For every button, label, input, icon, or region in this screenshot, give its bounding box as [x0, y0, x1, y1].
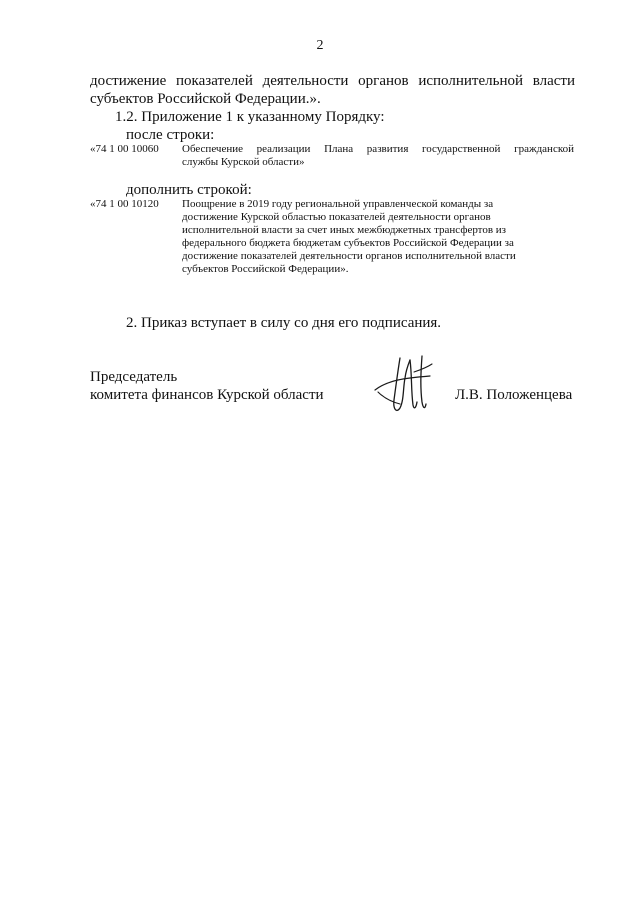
- signer-name: Л.В. Положенцева: [455, 387, 573, 403]
- new-row-desc-line: федерального бюджета бюджетам субъектов Российской Федерации за: [182, 237, 514, 249]
- item-2-text: 2. Приказ вступает в силу со дня его подписания.: [126, 315, 442, 331]
- signer-title-line-1: Председатель: [90, 369, 178, 385]
- existing-row-desc-line-2: службы Курской области»: [182, 156, 305, 168]
- new-row-desc-line: достижение показателей деятельности органов исполнительной власти: [182, 250, 516, 262]
- existing-row-code: «74 1 00 10060: [90, 143, 159, 155]
- new-row-code: «74 1 00 10120: [90, 198, 159, 210]
- item-1-2-heading: 1.2. Приложение 1 к указанному Порядку:: [115, 109, 385, 125]
- new-row-desc-line: исполнительной власти за счет иных межбюджетных трансфертов из: [182, 224, 507, 236]
- signer-title-line-2: комитета финансов Курской области: [90, 387, 324, 403]
- new-row-desc-line: субъектов Российской Федерации».: [182, 263, 349, 275]
- page-number: 2: [316, 38, 324, 53]
- new-row-desc-line: Поощрение в 2019 году региональной управленческой команды за: [182, 198, 494, 210]
- supplement-label: дополнить строкой:: [126, 182, 252, 198]
- existing-row-desc-line-1: Обеспечение реализации Плана развития государственной гражданской: [182, 143, 574, 155]
- intro-line-2: субъектов Российской Федерации.».: [90, 91, 321, 107]
- handwritten-signature: [370, 350, 440, 420]
- new-row-desc-line: достижение Курской областью показателей деятельности органов: [182, 211, 491, 223]
- after-line-label: после строки:: [126, 127, 215, 143]
- intro-line-1: достижение показателей деятельности органов исполнительной власти: [90, 73, 575, 89]
